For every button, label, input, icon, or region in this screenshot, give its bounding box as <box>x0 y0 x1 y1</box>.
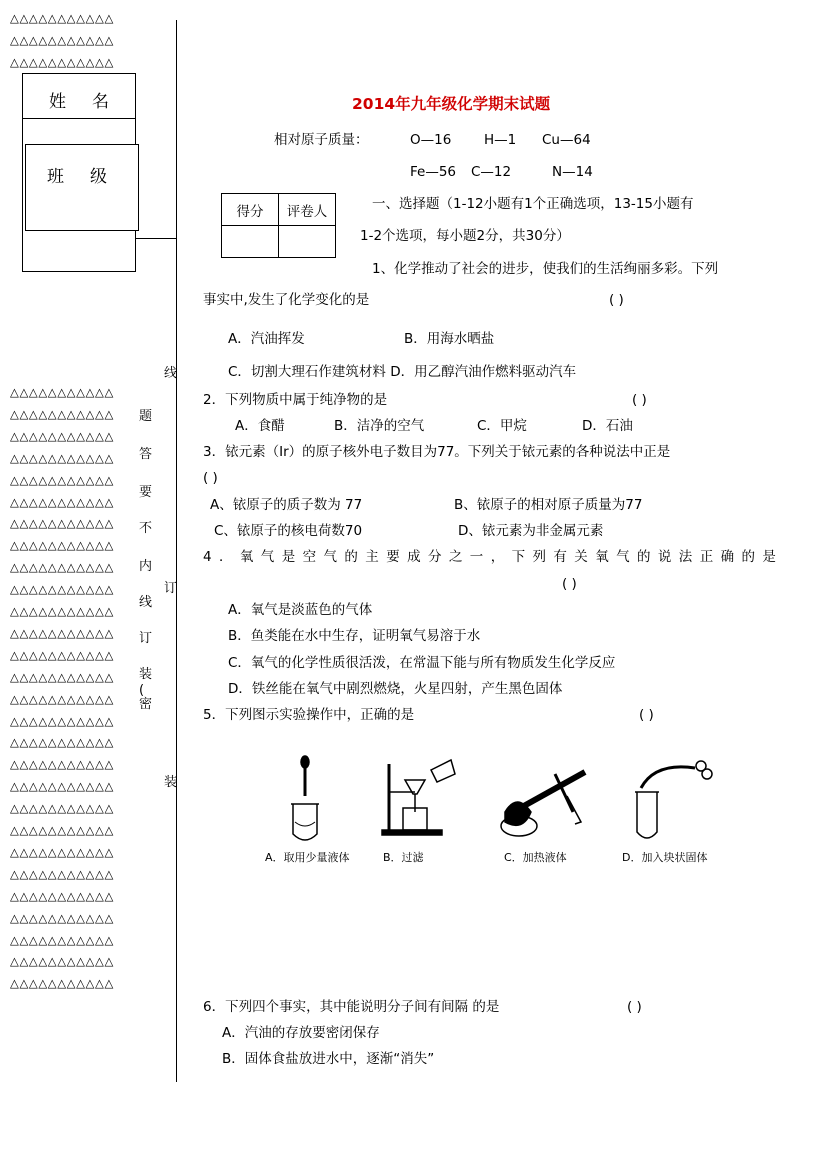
atomic-mass-label: 相对原子质量： <box>274 132 369 148</box>
question-1-stem-cont: 事实中,发生了化学变化的是 <box>203 292 370 308</box>
seal-char: 装 <box>139 667 153 682</box>
option-cd: C．切割大理石作建筑材料 D．用乙醇汽油作燃料驱动汽车 <box>228 364 577 380</box>
answer-paren: ( ) <box>609 292 624 308</box>
question-3-stem: 3．铱元素（Ir）的原子核外电子数目为77。下列关于铱元素的各种说法中正是 <box>203 444 671 460</box>
triangle-row: △△△△△△△△△△△ <box>10 516 114 531</box>
triangle-row: △△△△△△△△△△△ <box>10 538 114 553</box>
seal-char: 题 <box>139 409 153 424</box>
seal-char: ( <box>139 683 145 698</box>
seal-char: 答 <box>139 447 153 462</box>
atomic-mass: H—1 <box>484 132 517 148</box>
triangle-row: △△△△△△△△△△△ <box>10 450 114 465</box>
triangle-row: △△△△△△△△△△△ <box>10 11 114 25</box>
triangle-row: △△△△△△△△△△△ <box>10 55 114 69</box>
option-c: C．氧气的化学性质很活泼，在常温下能与所有物质发生化学反应 <box>228 655 616 671</box>
option-c: C、铱原子的核电荷数70 <box>214 523 363 539</box>
lab-operation-figures <box>255 752 735 847</box>
option-a: A．食醋 <box>235 418 285 434</box>
triangle-row: △△△△△△△△△△△ <box>10 647 114 662</box>
triangle-row: △△△△△△△△△△△ <box>10 910 114 925</box>
seal-char: 订 <box>164 581 178 596</box>
triangle-row: △△△△△△△△△△△ <box>10 406 114 421</box>
triangle-row: △△△△△△△△△△△ <box>10 625 114 640</box>
answer-paren: ( ) <box>639 707 654 723</box>
grader-header: 评卷人 <box>279 194 336 226</box>
score-table <box>221 193 336 258</box>
triangle-row: △△△△△△△△△△△ <box>10 844 114 859</box>
binding-line <box>176 20 177 1082</box>
option-a: A．汽油挥发 <box>228 331 305 347</box>
triangle-row: △△△△△△△△△△△ <box>10 757 114 772</box>
question-5-stem: 5．下列图示实验操作中，正确的是 <box>203 707 415 723</box>
dropper-figure <box>291 756 319 840</box>
triangle-row: △△△△△△△△△△△ <box>10 385 114 399</box>
triangle-row: △△△△△△△△△△△ <box>10 604 114 618</box>
seal-char: 内 <box>139 559 153 574</box>
triangle-row: △△△△△△△△△△△ <box>10 888 114 903</box>
atomic-mass: Cu—64 <box>542 132 591 148</box>
triangle-row: △△△△△△△△△△△ <box>10 801 114 816</box>
class-label: 班级 <box>47 167 133 187</box>
triangle-row: △△△△△△△△△△△ <box>10 954 114 969</box>
seal-char: 要 <box>139 485 153 500</box>
question-4-stem: 4．氧气是空气的主要成分之一，下列有关氧气的说法正确的是 <box>203 549 784 565</box>
seal-char: 装 <box>164 775 178 790</box>
question-2-stem: 2．下列物质中属于纯净物的是 <box>203 392 388 408</box>
atomic-mass: N—14 <box>552 164 593 180</box>
triangle-row: △△△△△△△△△△△ <box>10 669 114 684</box>
triangle-row: △△△△△△△△△△△ <box>10 472 114 487</box>
score-cell[interactable] <box>222 226 279 258</box>
atomic-mass: O—16 <box>410 132 452 148</box>
option-b: B．用海水晒盐 <box>404 331 495 347</box>
answer-paren: ( ) <box>203 470 218 486</box>
triangle-row: △△△△△△△△△△△ <box>10 582 114 597</box>
option-b: B．固体食盐放进水中，逐渐“消失” <box>222 1051 435 1067</box>
section-heading: 一、选择题（1-12小题有1个正确选项，13-15小题有 <box>372 196 694 212</box>
section-heading-cont: 1-2个选项，每小题2分，共30分） <box>360 228 570 244</box>
triangle-row: △△△△△△△△△△△ <box>10 823 114 837</box>
option-b: B、铱原子的相对原子质量为77 <box>454 497 643 513</box>
page-title: 2014年九年级化学期末试题 <box>352 95 551 113</box>
triangle-row: △△△△△△△△△△△ <box>10 691 114 706</box>
triangle-row: △△△△△△△△△△△ <box>10 428 114 443</box>
triangle-row: △△△△△△△△△△△ <box>10 976 114 991</box>
triangle-row: △△△△△△△△△△△ <box>10 494 114 509</box>
score-header: 得分 <box>222 194 279 226</box>
option-b: B．洁净的空气 <box>334 418 425 434</box>
solid-addition-figure <box>635 761 712 838</box>
heating-figure <box>501 772 585 836</box>
triangle-row: △△△△△△△△△△△ <box>10 560 114 575</box>
figure-caption-a: A．取用少量液体 <box>265 851 350 864</box>
answer-paren: ( ) <box>632 392 647 408</box>
option-a: A、铱原子的质子数为 77 <box>210 497 363 513</box>
option-c: C．甲烷 <box>477 418 527 434</box>
option-b: B．鱼类能在水中生存，证明氧气易溶于水 <box>228 628 481 644</box>
option-d: D．石油 <box>582 418 633 434</box>
filtration-figure <box>382 760 455 835</box>
grader-cell[interactable] <box>279 226 336 258</box>
atomic-mass: C—12 <box>471 164 512 180</box>
triangle-row: △△△△△△△△△△△ <box>10 779 114 794</box>
option-d: D．铁丝能在氧气中剧烈燃烧，火星四射，产生黑色固体 <box>228 681 563 697</box>
question-6-stem: 6．下列四个事实，其中能说明分子间有间隔 的是 <box>203 999 500 1015</box>
figure-caption-c: C．加热液体 <box>504 851 567 864</box>
seal-char: 线 <box>139 595 153 610</box>
triangle-row: △△△△△△△△△△△ <box>10 932 114 947</box>
triangle-row: △△△△△△△△△△△ <box>10 735 114 750</box>
answer-paren: ( ) <box>627 999 642 1015</box>
seal-char: 密 <box>139 697 153 712</box>
triangle-row: △△△△△△△△△△△ <box>10 866 114 881</box>
atomic-mass: Fe—56 <box>410 164 457 180</box>
answer-paren: ( ) <box>562 576 577 592</box>
triangle-row: △△△△△△△△△△△ <box>10 33 114 47</box>
option-a: A．氧气是淡蓝色的气体 <box>228 602 373 618</box>
name-label: 姓名 <box>49 92 135 112</box>
option-d: D、铱元素为非金属元素 <box>458 523 604 539</box>
triangle-row: △△△△△△△△△△△ <box>10 713 114 728</box>
figure-caption-d: D．加入块状固体 <box>622 851 708 864</box>
seal-char: 订 <box>139 631 153 646</box>
figure-caption-b: B．过滤 <box>383 851 424 864</box>
class-box <box>25 144 139 231</box>
question-1-stem: 1、化学推动了社会的进步，使我们的生活绚丽多彩。下列 <box>372 261 719 277</box>
seal-char: 线 <box>164 366 178 381</box>
option-a: A．汽油的存放要密闭保存 <box>222 1025 380 1041</box>
seal-char: 不 <box>139 521 153 536</box>
